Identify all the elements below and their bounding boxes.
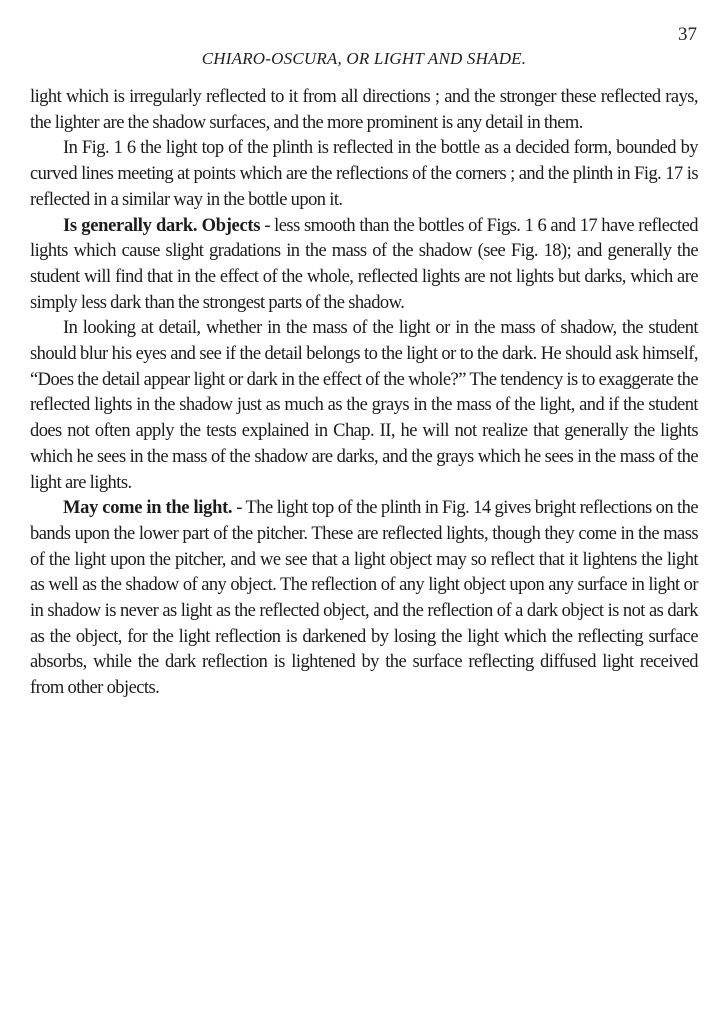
- paragraph-text: In Fig. 1 6 the light top of the plinth is reflected in the bottle as a decided form, bounded by curved lines meeting at points which are the reflections of the corners ; and the plinth in Fig. 17 is reflected in a similar way in the bottle upon it.: [30, 138, 698, 210]
- page-body: [30, 85, 698, 702]
- page-number: 37: [678, 24, 697, 45]
- paragraph-4: [30, 316, 698, 496]
- paragraph-text: - The light top of the plinth in Fig. 14 gives bright reflections on the bands upon the lower part of the pitcher. These are reflected lights, though they come in the mass of the light upon the pitcher, and we see that a light object may so reflect that it lightens the light as well as the shadow of any object. The reflection of any light object upon any surface in light or in shadow is never as light as the reflected object, and the reflection of a dark object is not as dark as the object, for the light reflection is darkened by losing the light which the reflecting surface absorbs, while the dark reflection is lightened by the surface reflecting diffused light received from other objects.: [30, 498, 698, 699]
- paragraph-text: - less smooth than the bottles of Figs. 1 6 and 17 have reflected lights which cause slight gradations in the mass of the shadow (see Fig. 18); and generally the student will find that in the effect of the whole, reflected lights are not lights but darks, which are simply less dark than the strongest parts of the shadow.: [30, 215, 698, 313]
- paragraph-lead-bold: Is generally dark. Objects: [63, 215, 261, 236]
- paragraph-2: [30, 136, 698, 213]
- paragraph-1: [30, 85, 698, 136]
- paragraph-3: [30, 214, 698, 317]
- paragraph-text: In looking at detail, whether in the mass of the light or in the mass of shadow, the student should blur his eyes and see if the detail belongs to the light or to the dark. He should ask himself, “Does the detail appear light or dark in the effect of the whole?” The tendency is to exaggerate the reflected lights in the shadow just as much as the grays in the mass of the light, and if the student does not often apply the tests explained in Chap. II, he will not realize that generally the lights which he sees in the mass of the shadow are darks, and the grays which he sees in the mass of the light are lights.: [30, 318, 698, 493]
- paragraph-lead-bold: May come in the light.: [63, 498, 233, 519]
- running-head-title: CHIARO-OSCURA, OR LIGHT AND SHADE.: [201, 49, 527, 68]
- paragraph-5: [30, 496, 698, 702]
- paragraph-text: light which is irregularly reflected to it from all directions ; and the stronger these reflected rays, the lighter are the shadow surfaces, and the more prominent is any detail in them.: [30, 87, 698, 133]
